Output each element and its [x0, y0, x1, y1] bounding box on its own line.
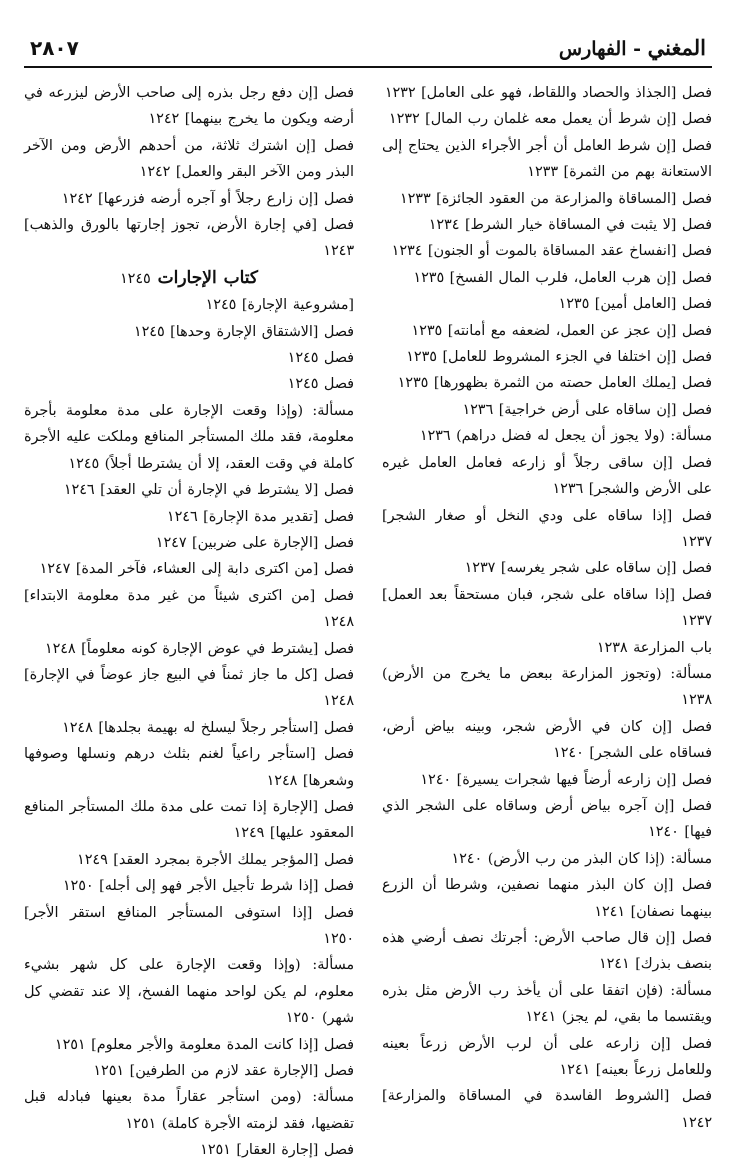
index-entry: فصل [من اكترى شيئاً من غير مدة معلومة الابتداء] ١٢٤٨: [24, 587, 354, 631]
index-entry: فصل [إن اختلفا في الجزء المشروط للعامل] ١٢٣٥: [406, 349, 712, 366]
index-entry: فصل [إن قال صاحب الأرض: أجرتك نصف أرضي هذه بنصف بذرك] ١٢٤١: [382, 930, 712, 973]
index-entry: فصل [من اكترى دابة إلى العشاء، فآخر المدة] ١٢٤٧: [39, 561, 354, 578]
index-entry: فصل [إذا ساقاه على ودي النخل أو صغار الشجر] ١٢٣٧: [382, 507, 712, 550]
index-entry: فصل [إذا شرط تأجيل الأجر فهو إلى أجله] ١٢٥٠: [62, 878, 354, 895]
index-entry: فصل [استأجر راعياً لغنم بثلث درهم ونسلها وصوفها وشعرها] ١٢٤٨: [24, 746, 354, 789]
index-entry: باب المزارعة ١٢٣٨: [596, 639, 712, 656]
index-entry: فصل [المؤجر يملك الأجرة بمجرد العقد] ١٢٤٩: [77, 851, 354, 868]
index-entry: [مشروعية الإجارة] ١٢٤٥: [205, 297, 354, 314]
index-entry: فصل [إن كان في الأرض شجر، وبينه بياض أرض، فساقاه على الشجر] ١٢٤٠: [382, 718, 712, 762]
index-entry: فصل [لا يشترط في الإجارة أن تلي العقد] ١٢٤٦: [63, 482, 354, 499]
index-entry: فصل [الجذاذ والحصاد واللقاط، فهو على العامل] ١٢٣٢: [384, 85, 712, 101]
index-entry: مسألة: (وتجوز المزارعة ببعض ما يخرج من الأرض) ١٢٣٨: [382, 665, 712, 709]
index-entry: فصل [انفساخ عقد المساقاة بالموت أو الجنون] ١٢٣٤: [391, 243, 712, 260]
index-entry: مسألة: (ولا يجوز أن يجعل له فضل دراهم) ١٢٣٦: [419, 428, 712, 445]
index-entry: فصل [استأجر رجلاً ليسلخ له بهيمة بجلدها] ١٢٤٨: [62, 719, 354, 736]
index-entry: فصل [إن كان البذر منهما نصفين، وشرطا أن الزرع بينهما نصفان] ١٢٤١: [382, 877, 712, 920]
index-entry: فصل [كل ما جاز ثمناً في البيع جاز عوضاً في الإجارة] ١٢٤٨: [24, 666, 354, 710]
index-entry: فصل [إن زارعه أرضاً فيها شجرات يسيرة] ١٢٤٠: [420, 771, 712, 788]
index-entry: فصل [الإجارة عقد لازم من الطرفين] ١٢٥١: [93, 1063, 354, 1080]
index-entry: فصل [إن ساقى رجلاً أو زارعه فعامل العامل غيره على الأرض والشجر] ١٢٣٦: [382, 454, 712, 498]
chapter-heading-page: ١٢٤٥: [119, 270, 151, 287]
index-entry: فصل [لا يثبت في المساقاة خيار الشرط] ١٢٣٤: [428, 217, 712, 234]
index-entry: فصل [إن آجره بياض أرض وساقاه على الشجر الذي فيها] ١٢٤٠: [382, 797, 712, 841]
index-entry: فصل [إن زارعه على أن لرب الأرض زرعاً بعينه وللعامل زرعاً بعينه] ١٢٤١: [382, 1035, 712, 1079]
index-entry: فصل [إن دفع رجل بذره إلى صاحب الأرض ليزرعه في أرضه ويكون ما يخرج بينهما] ١٢٤٢: [24, 85, 354, 128]
index-entry: فصل ١٢٤٥: [287, 376, 354, 393]
index-entry: مسألة: (إذا كان البذر من رب الأرض) ١٢٤٠: [451, 850, 712, 867]
index-entry: فصل [إن شرط أن يعمل معه غلمان رب المال] ١٢٣٢: [388, 111, 712, 128]
index-entry: فصل [الشروط الفاسدة في المساقاة والمزارعة] ١٢٤٢: [382, 1088, 712, 1131]
index-entry: فصل [المساقاة والمزارعة من العقود الجائزة] ١٢٣٣: [399, 190, 712, 207]
index-entry: مسألة: (وإذا وقعت الإجارة على مدة معلومة بأجرة معلومة، فقد ملك المستأجر المنافع وملكت عليه الأجرة كاملة في وقت العقد، إلا أن يشترطا أجلاً) ١٢٤٥: [24, 402, 354, 472]
index-entry: فصل [إجارة العقار] ١٢٥١: [200, 1142, 354, 1159]
right-column: [382, 80, 712, 1164]
running-title: [559, 35, 706, 60]
index-entry: فصل [العامل أمين] ١٢٣٥: [558, 296, 712, 313]
book-title: المغني: [647, 35, 706, 60]
index-entry: فصل [إن زارع رجلاً أو آجره أرضه فزرعها] ١٢٤٢: [61, 190, 354, 207]
title-separator: -: [626, 38, 648, 60]
index-entry: فصل [الإجارة على ضربين] ١٢٤٧: [155, 534, 354, 551]
left-column: [24, 80, 354, 1164]
index-entry: مسألة: (ومن استأجر عقاراً مدة بعينها فبادله قبل تقضيها، فقد لزمته الأجرة كاملة) ١٢٥١: [24, 1089, 354, 1132]
section-title: الفهارس: [558, 38, 627, 60]
index-entry: فصل ١٢٤٥: [287, 350, 354, 367]
index-entry: فصل [إن عجز عن العمل، لضعفه مع أمانته] ١٢٣٥: [411, 322, 712, 339]
index-entry: مسألة: (فإن اتفقا على أن يأخذ رب الأرض مثل بذره ويقتسما ما بقي، لم يجز) ١٢٤١: [382, 982, 712, 1026]
index-entry: فصل [تقدير مدة الإجارة] ١٢٤٦: [166, 508, 354, 525]
index-entry: فصل [إن ساقاه على شجر يغرسه] ١٢٣٧: [464, 560, 712, 577]
index-entry: فصل [إن هرب العامل، فلرب المال الفسخ] ١٢٣٥: [413, 269, 712, 286]
index-entry: فصل [في إجارة الأرض، تجوز إجارتها بالورق والذهب] ١٢٤٣: [24, 217, 354, 260]
index-entry: فصل [يشترط في عوض الإجارة كونه معلوماً] ١٢٤٨: [44, 640, 354, 657]
index-entry: فصل [إن اشترك ثلاثة، من أحدهم الأرض ومن الآخر البذر ومن الآخر البقر والعمل] ١٢٤٢: [24, 137, 354, 181]
index-entry: فصل [إن ساقاه على أرض خراجية] ١٢٣٦: [462, 401, 712, 418]
index-entry: فصل [إذا كانت المدة معلومة والأجر معلوم] ١٢٥١: [54, 1036, 354, 1053]
page-number: ٢٨٠٧: [30, 36, 79, 60]
index-entry: مسألة: (وإذا وقعت الإجارة على كل شهر بشيء معلوم، لم يكن لواحد منهما الفسخ، إلا عند تقضي كل شهر) ١٢٥٠: [24, 957, 354, 1027]
index-entry: فصل [الإجارة إذا تمت على مدة ملك المستأجر المنافع المعقود عليها] ١٢٤٩: [24, 798, 354, 842]
index-entry: فصل [إذا ساقاه على شجر، فبان مستحقاً بعد العمل] ١٢٣٧: [382, 586, 712, 630]
index-entry: فصل [الاشتقاق الإجارة وحدها] ١٢٤٥: [133, 323, 354, 340]
chapter-heading-title: كتاب الإجارات: [157, 267, 258, 288]
index-entry: فصل [إذا استوفى المستأجر المنافع استقر الأجر] ١٢٥٠: [24, 904, 354, 947]
page-header: [24, 34, 712, 60]
chapter-heading: [24, 265, 354, 292]
index-entry: فصل [يملك العامل حصته من الثمرة بظهورها] ١٢٣٥: [397, 375, 712, 392]
index-entry: فصل [إن شرط العامل أن أجر الأجراء الذين يحتاج إلى الاستعانة بهم من الثمرة] ١٢٣٣: [382, 137, 712, 181]
index-columns: [24, 68, 712, 1164]
